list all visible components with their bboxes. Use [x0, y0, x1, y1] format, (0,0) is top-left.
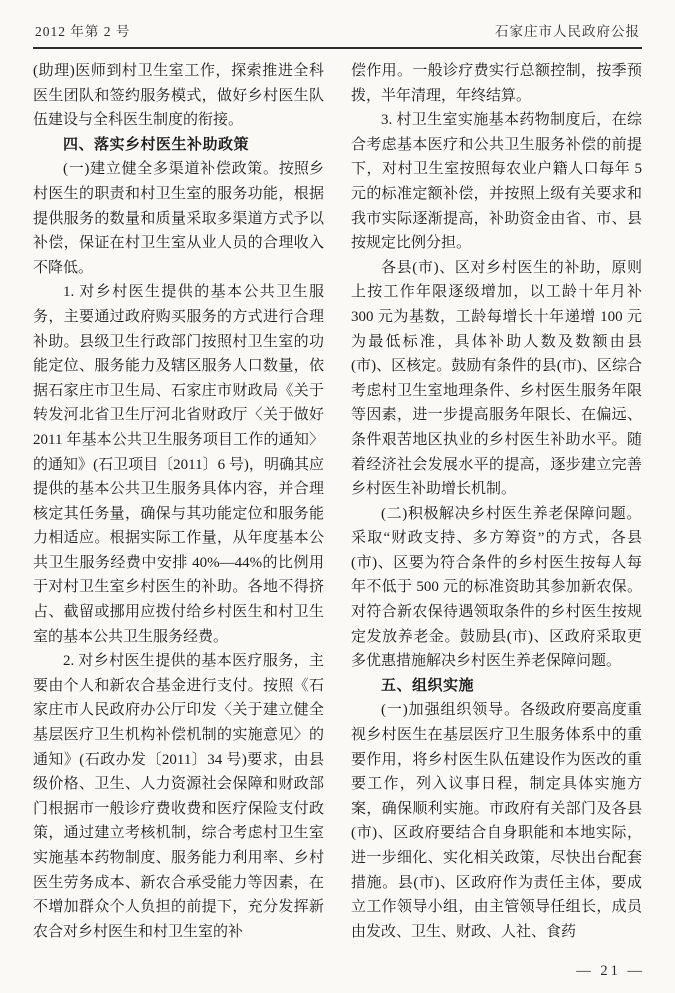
issue-number: 2012 年第 2 号 [35, 24, 131, 39]
body-paragraph: 3. 村卫生室实施基本药物制度后，在综合考虑基本医疗和公共卫生服务补偿的前提下，对村卫生室按照每农业户籍人口每年 5 元的标准定额补偿，并按照上级有关要求和我市实际逐渐提高，补助资金由省、市、县按规定比例分担。 [351, 112, 642, 252]
body-paragraph: 1. 对乡村医生提供的基本公共卫生服务，主要通过政府购买服务的方式进行合理补助。县级卫生行政部门按照村卫生室的功能定位、服务能力及辖区服务人口数量，依据石家庄市卫生局、石家庄市财政局《关于转发河北省卫生厅河北省财政厅〈关于做好 2011 年基本公共卫生服务项目工作的通知〉的通知》(石卫项目〔2011〕6 号)，明确其应提供的基本公共卫生服务具体内容，并合理核定其任务量，确保与其功能定位和服务能力相适应。根据实际工作量，从年度基本公共卫生服务经费中安排 40%—44%的比例用于对村卫生室乡村医生的补助。各地不得挤占、截留或挪用应拨付给乡村医生和村卫生室的基本公共卫生服务经费。 [33, 284, 324, 645]
body-paragraph: 各县(市)、区对乡村医生的补助，原则上按工作年限逐级增加，以工龄十年月补 300 元为基数，工龄每增长十年递增 100 元为最低标准，具体补助人数及数额由县(市)、区核定。鼓励有条件的县(市)、区综合考虑村卫生室地理条件、乡村医生服务年限等因素，进一步提高服务年限长、在偏远、条件艰苦地区执业的乡村医生补助水平。随着经济社会发展水平的提高，逐步建立完善乡村医生补助增长机制。 [351, 259, 642, 498]
body-paragraph: (一)加强组织领导。各级政府要高度重视乡村医生在基层医疗卫生服务体系中的重要作用，将乡村医生队伍建设作为医改的重要工作，列入议事日程，制定具体实施方案，确保顺利实施。市政府有关部门及各县(市)、区政府要结合自身职能和本地实际，进一步细化、实化相关政策，尽快出台配套措施。县(市)、区政府作为责任主体，要成立工作领导小组，由主管领导任组长，成员由发改、卫生、财政、人社、食药 [351, 702, 642, 940]
paragraph-lead: (一)建立健全多渠道补偿政策。 [63, 161, 279, 178]
body-paragraph: (一)建立健全多渠道补偿政策。按照乡村医生的职责和村卫生室的服务功能，根据提供服务的数量和质量采取多渠道方式予以补偿，保证在村卫生室从业人员的合理收入不降低。 [33, 161, 324, 276]
body-paragraph: (二)积极解决乡村医生养老保障问题。采取“财政支持、多方筹资”的方式，各县(市)、区要为符合条件的乡村医生按每人每年不低于 500 元的标准资助其参加新农保。对符合新农保待遇领取条件的乡村医生按规定发放养老金。鼓励县(市)、区政府采取更多优惠措施解决乡村医生养老保障问题。 [351, 505, 642, 670]
paragraph-lead: (二)积极解决乡村医生养老保障问题。 [381, 505, 642, 522]
paragraph-lead: (一)加强组织领导。 [381, 702, 520, 719]
page-number: — 21 — [576, 963, 645, 979]
section-heading: 四、落实乡村医生补助政策 [63, 135, 250, 153]
header-rule [33, 47, 642, 49]
section-heading: 五、组织实施 [381, 676, 475, 694]
gazette-title: 石家庄市人民政府公报 [495, 24, 640, 39]
body-paragraph: 偿作用。一般诊疗费实行总额控制，按季预拨，半年清理，年终结算。 [351, 63, 642, 104]
right-column [351, 59, 642, 944]
body-paragraph: 2. 对乡村医生提供的基本医疗服务，主要由个人和新农合基金进行支付。按照《石家庄市人民政府办公厅印发〈关于建立健全基层医疗卫生机构补偿机制的实施意见〉的通知》(石政办发〔2011〕34 号)要求，由县级价格、卫生、人力资源社会保障和财政部门根据市一般诊疗费收费和医疗保险支付政策，通过建立考核机制，综合考虑村卫生室实施基本药物制度、服务能力利用率、乡村医生劳务成本、新农合承受能力等因素，在不增加群众个人负担的前提下，充分发挥新农合对乡村医生和村卫生室的补 [33, 653, 324, 940]
page-header [33, 14, 642, 47]
content-columns [33, 59, 642, 944]
body-paragraph: (助理)医师到村卫生室工作，探索推进全科医生团队和签约服务模式，做好乡村医生队伍建设与全科医生制度的衔接。 [33, 63, 324, 129]
left-column [33, 59, 324, 944]
